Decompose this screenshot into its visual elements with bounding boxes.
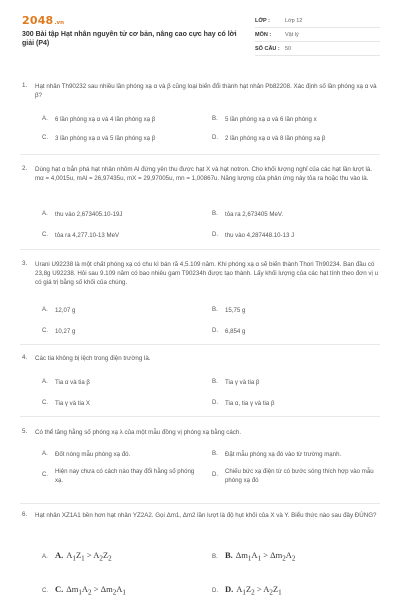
- option-letter: C.: [42, 327, 49, 334]
- formula-sub: 1: [257, 554, 262, 563]
- option-text: Tia γ và tia β: [225, 379, 260, 386]
- formula-sub: 2: [291, 554, 296, 563]
- formula-sub: 2: [251, 588, 255, 597]
- option-formula: [55, 585, 210, 598]
- option-text: Chiếu bức xạ điện từ có bước sóng thích hợp vào mẫu phóng xạ đó: [225, 468, 374, 484]
- formula-part: A: [93, 550, 100, 560]
- question-number: 5.: [22, 428, 28, 435]
- option-letter: A.: [42, 450, 48, 457]
- question-text: Hạt nhân Th90232 sau nhiều lần phóng xạ α và β cũng loại biến đổi thành hạt nhân Pb82208. Xác định số lần phóng xạ α và β?: [35, 83, 377, 99]
- formula-sub: 2: [282, 554, 286, 563]
- formula-sub: 1: [242, 588, 246, 597]
- info-value: 50: [285, 46, 292, 52]
- option-text: Tia γ và tia X: [55, 400, 90, 407]
- option-letter: B.: [212, 210, 218, 217]
- option-formula: [225, 551, 380, 564]
- formula-label: D.: [225, 584, 234, 594]
- divider: [20, 503, 380, 504]
- divider: [20, 154, 380, 155]
- option-letter: D.: [212, 471, 219, 478]
- formula-sub: 1: [78, 588, 82, 597]
- formula-part: Z: [272, 584, 279, 594]
- option-letter: A.: [42, 306, 48, 313]
- option-text: Tia α và tia β: [55, 379, 90, 386]
- option-text: 12,07 g: [55, 307, 76, 314]
- formula-sub: 2: [88, 588, 92, 597]
- formula-sub: 2: [108, 554, 112, 563]
- header: [0, 0, 400, 62]
- info-label: SỐ CÂU :: [255, 46, 280, 52]
- formula-part: A: [66, 550, 73, 560]
- option-text: Đốt nóng mẫu phóng xạ đó.: [55, 451, 131, 458]
- formula-label: B.: [225, 550, 233, 560]
- formula-part: Z: [245, 584, 252, 594]
- formula-label: C.: [55, 584, 64, 594]
- info-row-count: [255, 42, 380, 56]
- document-title: 300 Bài tập Hạt nhân nguyên tử cơ bản, nâng cao cực hay có lời giải (P4): [22, 31, 237, 47]
- formula-part: Z: [75, 550, 82, 560]
- option-letter: C.: [42, 471, 49, 478]
- formula-sub: 2: [112, 588, 117, 597]
- option-text: tỏa ra 2,673405 MeV.: [225, 211, 284, 218]
- logo-text: 2048: [22, 14, 54, 27]
- formula-part: Δm: [270, 550, 283, 560]
- question-number: 4.: [22, 354, 28, 361]
- formula-part: A: [285, 550, 292, 560]
- question-text: Urani U92238 là một chất phóng xạ có chu kì bán rã 4,5.109 năm. Khi phóng xạ α sẽ biến thành Thori Th90234. Ban đầu có 23,8g U92238. Hỏi sau 9.109 năm có bao nhiêu gam T90234h được tạo thành. Lấy khối lượng của các hạt tính theo đơn vị u có giá trị bằng số khối của chúng.: [35, 261, 379, 286]
- option-text: thu vào 4,287448.10-13 J: [225, 232, 295, 239]
- formula-op: >: [261, 550, 271, 560]
- formula-part: Δm: [100, 584, 113, 594]
- question-text: Các tia không bị lệch trong điện trường là.: [35, 355, 151, 362]
- formula-sub: 2: [99, 554, 103, 563]
- formula-op: >: [254, 584, 264, 594]
- info-row-subject: [255, 28, 380, 42]
- question-number: 1.: [22, 82, 28, 89]
- question-number: 3.: [22, 260, 28, 267]
- info-label: LỚP :: [255, 18, 270, 24]
- option-letter: C.: [42, 587, 49, 594]
- info-box: [255, 14, 380, 56]
- option-text: Đặt mẫu phóng xạ đó vào từ trường mạnh.: [225, 451, 342, 458]
- option-letter: B.: [212, 115, 218, 122]
- question-text: Hạt nhân XZ1A1 bền hơn hạt nhân YZ2A2. Gọi Δm1, Δm2 lần lượt là độ hụt khối của X và Y. Biểu thức nào sau đây ĐÚNG?: [35, 512, 377, 519]
- formula-part: A: [263, 584, 270, 594]
- formula-sub: 1: [72, 554, 76, 563]
- divider: [20, 344, 380, 345]
- option-letter: C.: [42, 134, 49, 141]
- divider: [20, 416, 380, 417]
- formula-part: Δm: [66, 584, 79, 594]
- formula-label: A.: [55, 550, 64, 560]
- option-formula: [55, 551, 210, 564]
- info-label: MÔN :: [255, 32, 272, 38]
- option-text: 6 lần phóng xạ α và 4 lần phóng xạ β: [55, 116, 156, 123]
- question-1: [22, 82, 378, 142]
- option-text: 10,27 g: [55, 328, 76, 335]
- option-text: 5 lần phóng xạ α và 6 lần phóng x: [225, 116, 317, 123]
- option-text: Hiện nay chưa có cách nào thay đổi hằng số phóng xạ.: [55, 468, 195, 484]
- info-value: Vật lý: [285, 32, 299, 38]
- question-text: Dùng hạt α bắn phá hạt nhân nhôm Al đứng yên thu được hạt X và hạt notron. Cho khối lượng nghỉ của các hạt lần lượt là. mα = 4,0015u, mAl = 26,97435u, mX = 29,97005u, mn = 1,00867u. Năng lượng của phản ứng này tỏa ra hoặc thu vào là.: [35, 166, 373, 182]
- option-letter: A.: [42, 210, 48, 217]
- option-letter: D.: [212, 399, 219, 406]
- option-letter: A.: [42, 115, 48, 122]
- question-text: Có thể tăng hằng số phóng xạ λ của một mẫu đồng vị phóng xạ bằng cách.: [35, 429, 242, 436]
- option-letter: A.: [42, 553, 48, 560]
- option-letter: C.: [42, 399, 49, 406]
- formula-sub: 1: [122, 588, 126, 597]
- option-formula: [225, 585, 380, 598]
- option-text: 2 lần phóng xạ α và 8 lần phóng xạ β: [225, 135, 326, 142]
- formula-part: Z: [102, 550, 109, 560]
- option-text: thu vào 2,673405.10-19J: [55, 211, 123, 218]
- formula-sub: 2: [269, 588, 273, 597]
- site-logo[interactable]: [22, 14, 64, 27]
- option-text: 15,75 g: [225, 307, 246, 314]
- option-text: Tia α, tia γ và tia β: [225, 400, 275, 407]
- option-letter: B.: [212, 450, 218, 457]
- formula-part: A: [81, 584, 89, 594]
- formula-op: >: [84, 550, 94, 560]
- option-letter: B.: [212, 306, 218, 313]
- option-letter: D.: [212, 231, 219, 238]
- option-letter: B.: [212, 378, 218, 385]
- option-text: 3 lần phóng xạ α và 5 lần phóng xạ β: [55, 135, 156, 142]
- option-letter: D.: [212, 134, 219, 141]
- question-number: 6.: [22, 511, 28, 518]
- formula-sub: 1: [278, 588, 282, 597]
- option-letter: D.: [212, 327, 219, 334]
- formula-sub: 1: [81, 554, 85, 563]
- formula-sub: 1: [247, 554, 252, 563]
- option-letter: B.: [212, 553, 218, 560]
- formula-part: A: [251, 550, 258, 560]
- formula-part: A: [116, 584, 123, 594]
- formula-part: Δm: [235, 550, 248, 560]
- logo-suffix: .vn: [54, 20, 65, 26]
- info-value: Lớp 12: [285, 18, 303, 24]
- option-text: tỏa ra 4,277.10-13 MeV: [55, 232, 120, 239]
- formula-op: >: [91, 584, 101, 594]
- option-text: 6,854 g: [225, 328, 246, 335]
- option-letter: D.: [212, 587, 219, 594]
- info-row-class: [255, 14, 380, 28]
- question-number: 2.: [22, 165, 28, 172]
- divider: [20, 249, 380, 250]
- formula-part: A: [236, 584, 243, 594]
- option-letter: C.: [42, 231, 49, 238]
- option-letter: A.: [42, 378, 48, 385]
